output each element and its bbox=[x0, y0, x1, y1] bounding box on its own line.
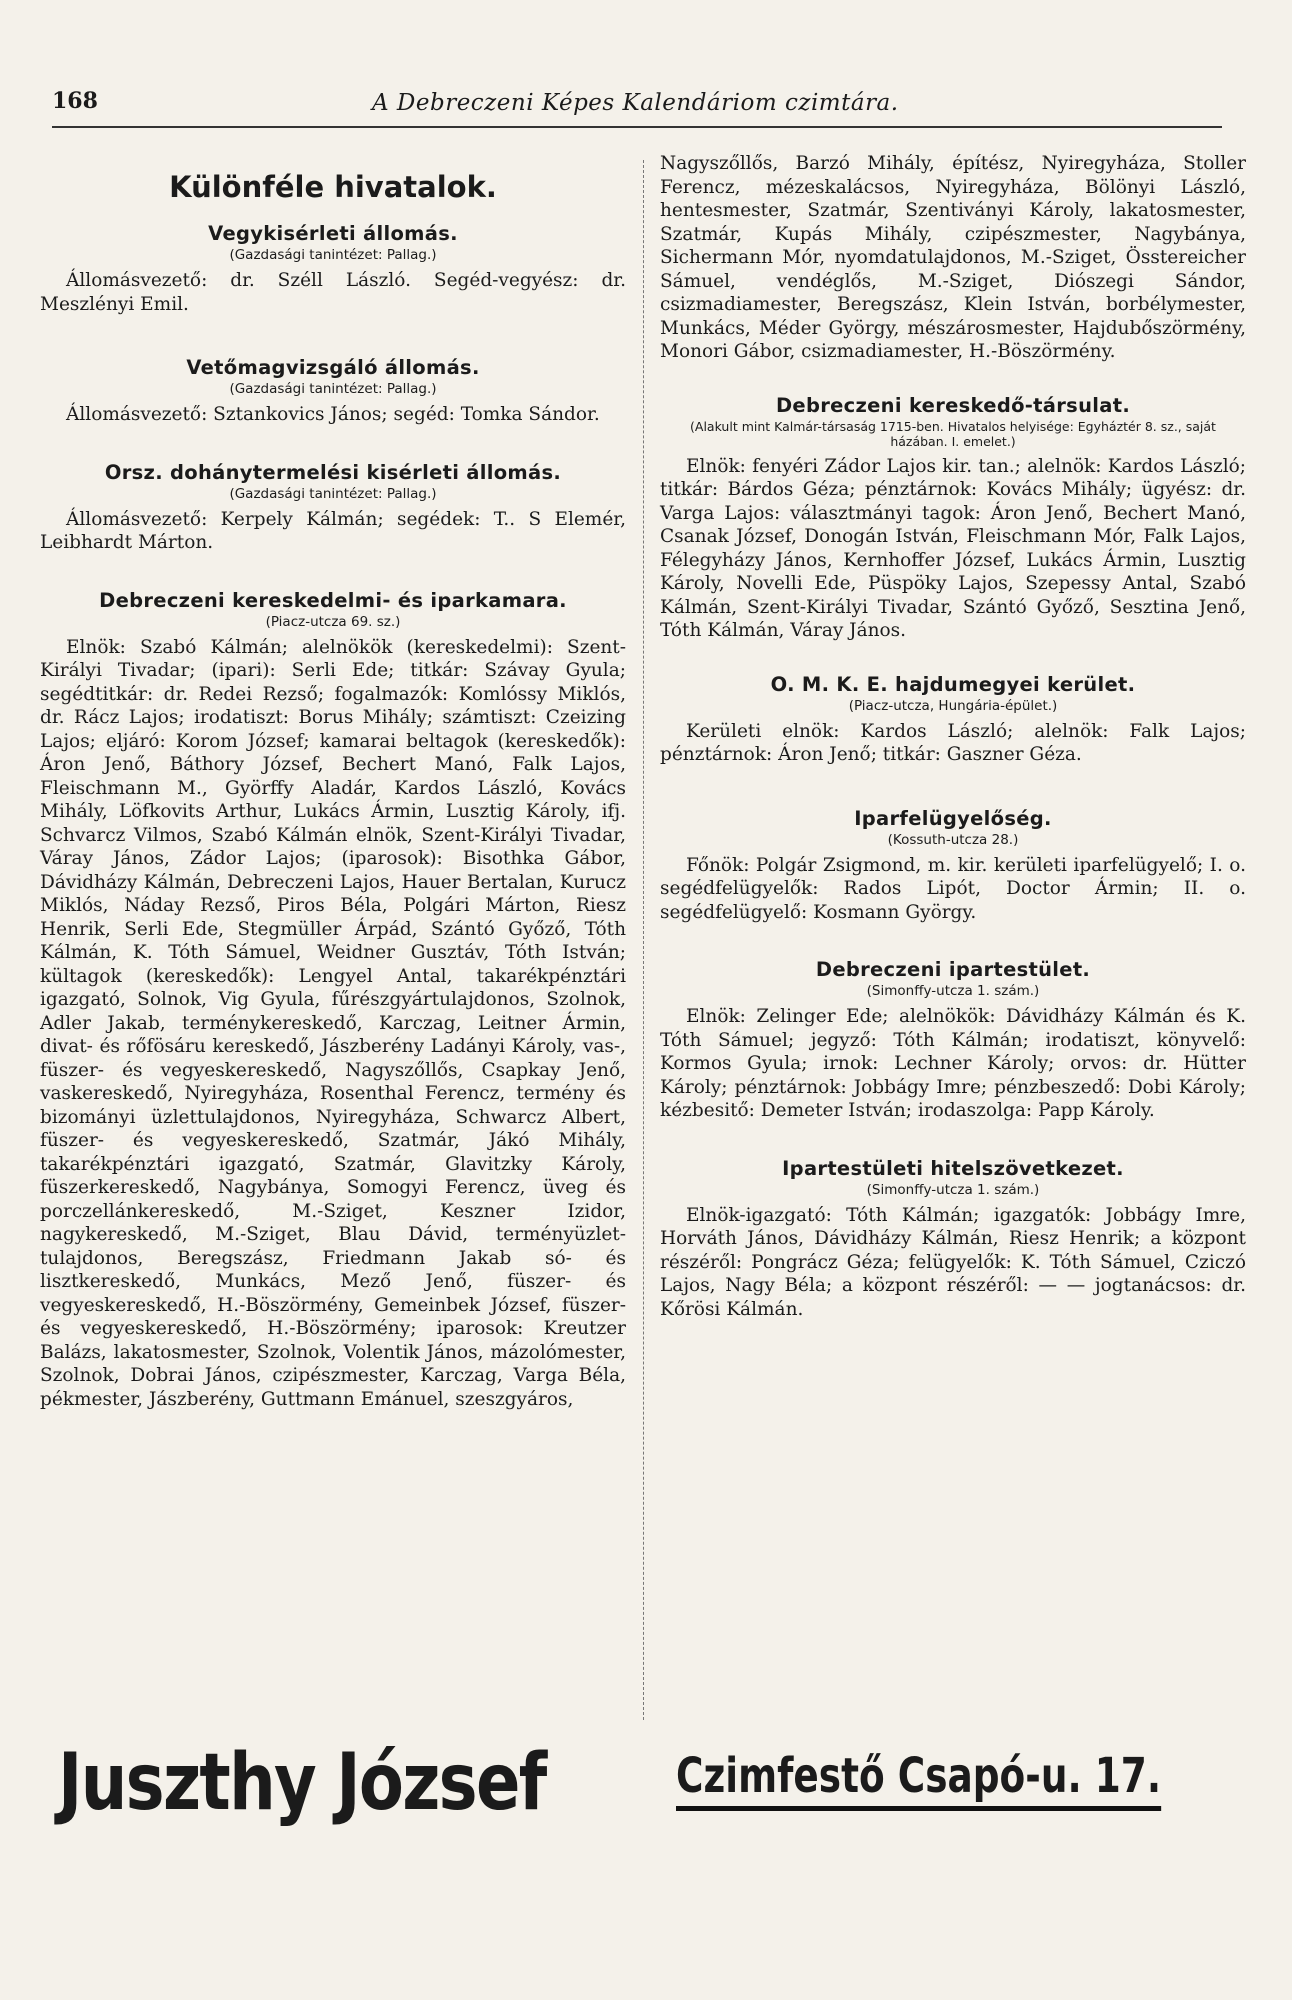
column-divider bbox=[643, 160, 644, 1720]
section-title: Vetőmagvizsgáló állomás. bbox=[186, 356, 480, 379]
section-subtitle: (Kossuth-utcza 28.) bbox=[887, 831, 1019, 848]
section-hitelszovetkezet bbox=[660, 1157, 1246, 1322]
section-title: Orsz. dohánytermelési kisérleti állomás. bbox=[104, 460, 562, 484]
ad-tagline: Czimfestő Csapó-u. 17. bbox=[676, 1748, 1161, 1811]
header-rule bbox=[52, 126, 1222, 128]
section-subtitle: (Alakult mint Kalmár-társaság 1715-ben. Hivatalos helyisége: Egyháztér 8. sz., saját házában. I. emelet.) bbox=[690, 418, 1216, 449]
section-title: Iparfelügyelőség. bbox=[854, 806, 1052, 830]
left-column bbox=[40, 152, 626, 1437]
section-text: Kerületi elnök: Kardos László; alelnök: Falk Lajos; pénztárnok: Áron Jenő; titkár: Gaszner Géza. bbox=[660, 720, 1246, 765]
section-subtitle: (Piacz-utcza 69. sz.) bbox=[265, 613, 401, 630]
advertisement bbox=[58, 1738, 1228, 1848]
section-subtitle: (Piacz-utcza, Hungária-épület.) bbox=[848, 697, 1058, 714]
section-subtitle: (Simonffy-utcza 1. szám.) bbox=[866, 983, 1040, 999]
main-title: Különféle hivatalok. bbox=[169, 170, 497, 204]
section-kereskedo-tarsulat bbox=[660, 394, 1246, 643]
page-number: 168 bbox=[52, 88, 98, 114]
section-text: Elnök-igazgató: Tóth Kálmán; igazgatók: Jobbágy Imre, Horváth János, Dávidházy Kálmán, Riesz Henrik; a központ részéről: Pongrácz Géza; felügyelők: K. Tóth Sámuel, Cziczó Lajos, Nagy Béla; a központ részéről: — — jogtanácsos: dr. Kőrösi Kálmán. bbox=[660, 1204, 1246, 1320]
section-subtitle: (Gazdasági tanintézet: Pallag.) bbox=[229, 381, 437, 397]
continued-text: Nagyszőllős, Barzó Mihály, építész, Nyiregyháza, Stoller Ferencz, mézeskalácsos, Nyiregyháza, Bölönyi László, hentesmester, Szatmár, Szentiványi Károly, lakatosmester, Szatmár, Kupás Mihály, czipészmester, Nagybánya, Sichermann Mór, nyomdatulajdonos, M.-Sziget, Össtereicher Sámuel, vendéglős, M.-Sziget, Diószegi Sándor, csizmadiamester, Beregszász, Klein István, borbélymester, Munkács, Méder György, mészárosmester, Hajdubőszörmény, Monori Gábor, csizmadiamester, H.-Böszörmény. bbox=[660, 153, 1246, 362]
section-vegykiserleti bbox=[40, 222, 626, 316]
page-header bbox=[52, 88, 1240, 124]
section-omke bbox=[660, 673, 1246, 767]
section-text: Állomásvezető: Kerpely Kálmán; segédek: T.. S Elemér, Leibhardt Márton. bbox=[40, 508, 626, 553]
section-text: Elnök: Zelinger Ede; alelnökök: Dávidházy Kálmán és K. Tóth Sámuel; jegyző: Tóth Kálmán; irodatiszt, könyvelő: Kormos Gyula; irnok: Lechner Károly; orvos: dr. Hütter Károly; pénztárnok: Jobbágy Imre; pénzbeszedő: Dobi Károly; kézbesitő: Demeter István; irodaszolga: Papp Károly. bbox=[660, 1006, 1246, 1121]
section-text: Főnök: Polgár Zsigmond, m. kir. kerületi iparfelügyelő; I. o. segédfelügyelők: Rados Lipót, Doctor Ármin; II. o. segédfelügyelő: Kosmann György. bbox=[660, 854, 1246, 923]
section-dohanytermelesi bbox=[40, 461, 626, 555]
section-title: Ipartestületi hitelszövetkezet. bbox=[782, 1156, 1124, 1180]
section-subtitle: (Simonffy-utcza 1. szám.) bbox=[866, 1181, 1040, 1198]
section-title: Debreczeni ipartestület. bbox=[815, 958, 1091, 981]
section-title: Debreczeni kereskedelmi- és iparkamara. bbox=[99, 588, 567, 612]
running-title: A Debreczeni Képes Kalendáriom czimtára. bbox=[372, 90, 899, 116]
section-vetomagvizsgalo bbox=[40, 356, 626, 427]
section-subtitle: (Gazdasági tanintézet: Pallag.) bbox=[229, 247, 437, 263]
section-subtitle: (Gazdasági tanintézet: Pallag.) bbox=[229, 485, 437, 502]
section-text: Elnök: fenyéri Zádor Lajos kir. tan.; alelnök: Kardos László; titkár: Bárdos Géza; pénztárnok: Kovács Mihály; ügyész: dr. Varga Lajos: választmányi tagok: Áron Jenő, Bechert Manó, Csanak József, Donogán István, Fleischmann Mór, Falk Lajos, Félegyházy János, Kernhoffer József, Lukács Ármin, Lusztig Károly, Novelli Ede, Püspöky Lajos, Szepessy Antal, Szabó Kálmán, Szent-Királyi Tivadar, Szántó Győző, Sesztina Jenő, Tóth Kálmán, Váray János. bbox=[660, 455, 1246, 641]
section-ipartestulet bbox=[660, 958, 1246, 1123]
section-iparkamara bbox=[40, 589, 626, 1412]
ad-name: Juszthy József bbox=[58, 1738, 546, 1828]
right-column bbox=[660, 152, 1246, 1347]
section-text: Állomásvezető: dr. Széll László. Segéd-vegyész: dr. Meszlényi Emil. bbox=[40, 270, 626, 315]
section-iparfelugyeloseg bbox=[660, 807, 1246, 925]
section-title: Debreczeni kereskedő-társulat. bbox=[775, 393, 1131, 417]
section-title: O. M. K. E. hajdumegyei kerület. bbox=[770, 672, 1136, 696]
section-text: Elnök: Szabó Kálmán; alelnökök (kereskedelmi): Szent-Királyi Tivadar; (ipari): Serli Ede; titkár: Szávay Gyula; segédtitkár: dr. Redei Rezső; fogalmazók: Komlóssy Miklós, dr. Rácz Lajos; irodatiszt: Borus Mihály; számtiszt: Czeizing Lajos; eljáró: Korom József; kamarai beltagok (kereskedők): Áron Jenő, Báthory József, Bechert Manó, Falk Lajos, Fleischmann M., Györffy Aladár, Kardos László, Kovács Mihály, Löfkovits Arthur, Lukács Ármin, Lusztig Károly, ifj. Schvarcz Vilmos, Szabó Kálmán elnök, Szent-Királyi Tivadar, Váray János, Zádor Lajos; (iparosok): Bisothka Gábor, Dávidházy Kálmán, Debreczeni Lajos, Hauer Bertalan, Kurucz Miklós, Náday Rezső, Piros Béla, Polgári Márton, Riesz Henrik, Serli Ede, Stegmüller Árpád, Szántó Győző, Tóth Kálmán, K. Tóth Sámuel, Weidner Gusztáv, Tóth István; kültagok (kereskedők): Lengyel Antal, takarékpénztári igazgató, Solnok, Vig Gyula, fűrészgyártulajdonos, Szolnok, Adler Jakab, terménykereskedő, Karczag, Leitner Ármin, divat- és rőfösáru kereskedő, Jászberény Ladányi Károly, vas-, füszer- és vegyeskereskedő, Nagyszőllős, Csapkay Jenő, vaskereskedő, Nyiregyháza, Rosenthal Ferencz, termény és bizományi üzlettulajdonos, Nyiregyháza, Schwarcz Albert, füszer- és vegyeskereskedő, Szatmár, Jákó Mihály, takarékpénztári igazgató, Szatmár, Glavitzky Károly, füszerkereskedő, Nagybánya, Somogyi Ferencz, üveg és porczellánkereskedő, M.-Sziget, Keszner Izidor, nagykereskedő, M.-Sziget, Blau Dávid, terményüzlet-tulajdonos, Beregszász, Friedmann Jakab só- és lisztkereskedő, Munkács, Mező Jenő, füszer- és vegyeskereskedő, H.-Böszörmény, Gemeinbek József, füszer- és vegyeskereskedő, H.-Böszörmény; iparosok: Kreutzer Balázs, lakatosmester, Szolnok, Volentik János, mázolómester, Szolnok, Dobrai János, czipészmester, Karczag, Varga Béla, pékmester, Jászberény, Guttmann Emánuel, szeszgyáros, bbox=[40, 636, 626, 1410]
section-title: Vegykisérleti állomás. bbox=[208, 222, 458, 245]
section-text: Állomásvezető: Sztankovics János; segéd: Tomka Sándor. bbox=[66, 404, 600, 425]
